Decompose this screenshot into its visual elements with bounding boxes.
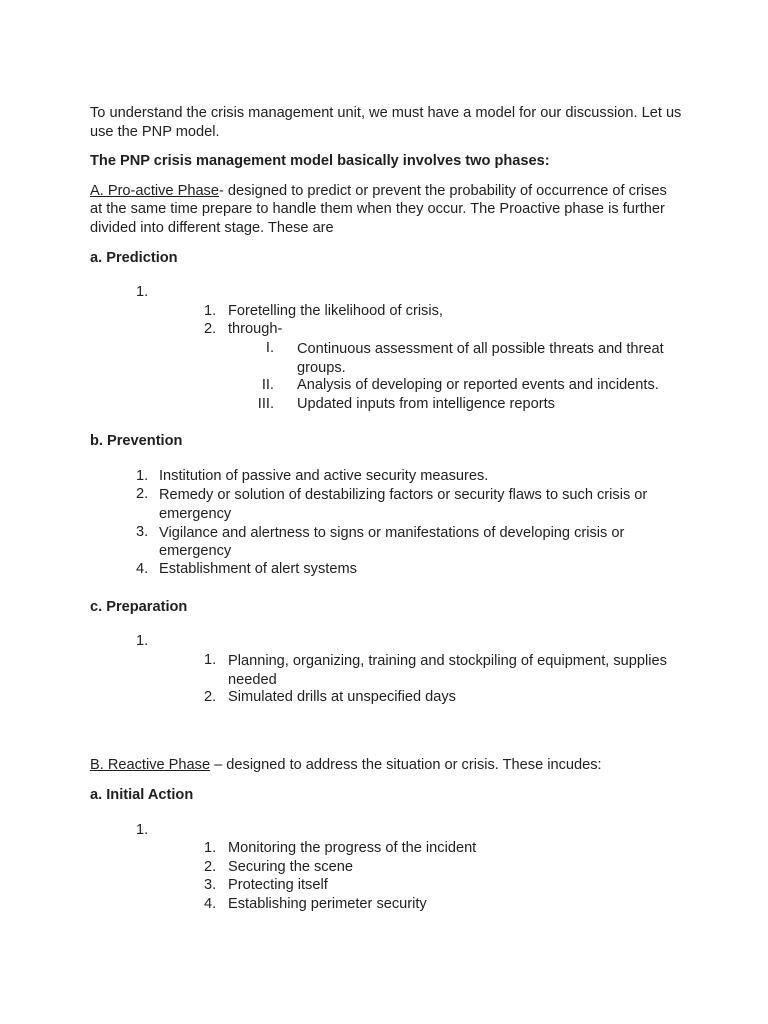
initial-action-heading: a. Initial Action [90,786,194,803]
prevention-item-2-marker: 2. [136,486,149,503]
prediction-list [90,284,682,414]
prevention-item-4: Establishment of alert systems [159,560,357,577]
prevention-item-3: Vigilance and alertness to signs or manifestations of developing crisis or emergency [159,524,625,560]
initial-action-item-4: Establishing perimeter security [228,895,427,912]
initial-action-list [90,822,682,916]
phase-b-paragraph [90,756,682,775]
prediction-sub-2: Analysis of developing or reported events and incidents. [297,377,659,394]
phase-a-description: - designed to predict or prevent the probability of occurrence of crises at the same time prepare to handle them when they occur. The Proactive phase is further divided into different stage. These are [90,182,667,236]
preparation-item-1-marker: 1. [204,651,217,668]
prediction-sub-3: Updated inputs from intelligence reports [297,395,555,412]
prevention-item-3-marker: 3. [136,523,149,540]
preparation-item-2: Simulated drills at unspecified days [228,689,456,706]
prediction-item-1: Foretelling the likelihood of crisis, [228,302,443,319]
prediction-outer-marker: 1. [136,284,149,301]
preparation-outer-marker: 1. [136,633,149,650]
prediction-sub-3-marker: III. [257,395,274,412]
initial-action-item-1-marker: 1. [204,840,217,857]
prediction-sub-1: Continuous assessment of all possible threats and threat groups. [297,340,664,376]
initial-action-item-3: Protecting itself [228,877,328,894]
preparation-item-1: Planning, organizing, training and stockpiling of equipment, supplies needed [228,652,667,688]
prevention-list [90,468,682,580]
prediction-heading: a. Prediction [90,249,178,266]
prevention-item-2: Remedy or solution of destabilizing factors or security flaws to such crisis or emergency [159,487,648,522]
intro-paragraph: To understand the crisis management unit, we must have a model for our discussion. Let us use the PNP model. [90,105,682,140]
initial-action-item-2-marker: 2. [204,858,217,875]
phase-a-paragraph [90,182,682,238]
preparation-item-2-marker: 2. [204,689,217,706]
phase-b-description: – designed to address the situation or crisis. These incudes: [210,757,602,774]
phase-a-title: A. Pro-active Phase [90,182,219,199]
prevention-heading: b. Prevention [90,433,183,450]
preparation-heading: c. Preparation [90,598,188,615]
phase-b-title: B. Reactive Phase [90,757,211,774]
initial-action-item-2: Securing the scene [228,858,353,875]
prevention-item-1-marker: 1. [136,467,149,484]
initial-action-item-4-marker: 4. [204,895,217,912]
prediction-item-2-marker: 2. [204,321,217,338]
prediction-item-2: through- [228,321,283,338]
prediction-sub-1-marker: I. [265,339,274,356]
document-page [90,104,682,916]
preparation-list [90,633,682,708]
prevention-item-4-marker: 4. [136,560,149,577]
prediction-sub-2-marker: II. [261,377,274,394]
initial-action-item-1: Monitoring the progress of the incident [228,840,477,857]
model-heading: The PNP crisis management model basically involves two phases: [90,153,550,170]
prevention-item-1: Institution of passive and active security measures. [159,467,489,484]
prediction-item-1-marker: 1. [204,302,217,319]
initial-action-item-3-marker: 3. [204,877,217,894]
initial-action-outer-marker: 1. [136,821,149,838]
